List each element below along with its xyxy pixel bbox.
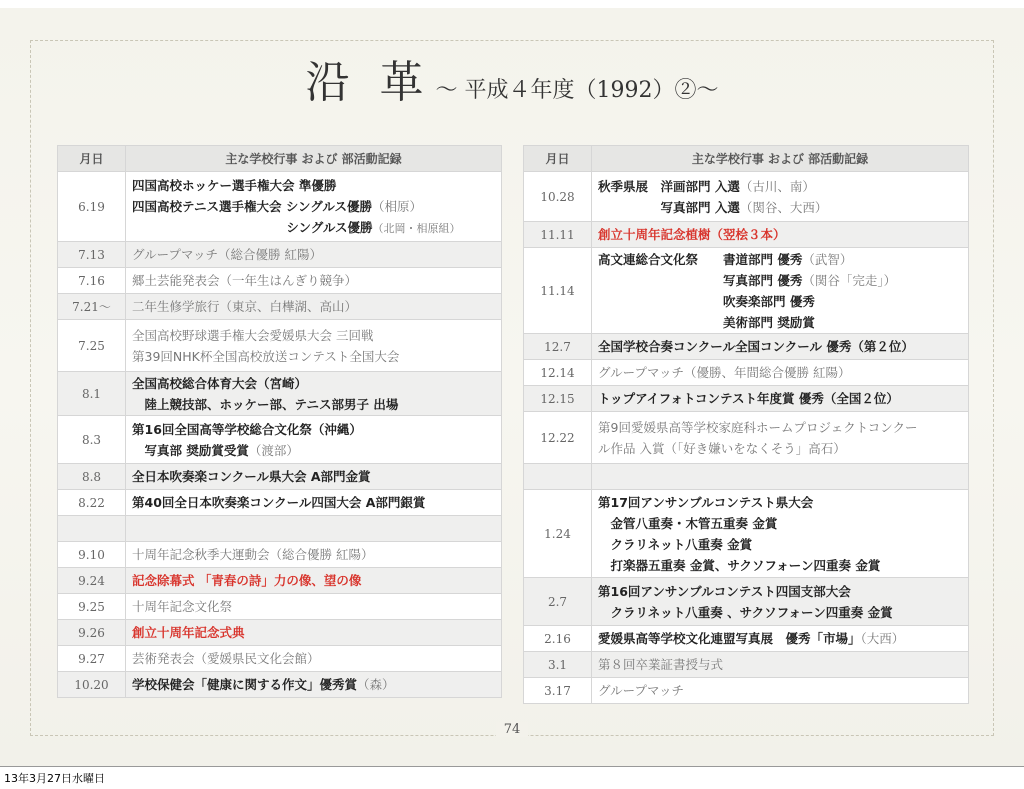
- left-table-body: [58, 172, 502, 698]
- table-row: [58, 372, 502, 416]
- page-title: [0, 46, 1024, 110]
- table-row: [524, 464, 969, 490]
- event-text: 創立十周年記念式典: [132, 625, 245, 640]
- event-line: [132, 596, 495, 617]
- event-text: 美術部門 奨励賞: [598, 314, 815, 330]
- row-date: 12.22: [524, 412, 592, 464]
- event-text: 写真部門 入選: [598, 199, 740, 215]
- event-text: 二年生修学旅行（東京、白樺湖、高山）: [132, 299, 358, 314]
- row-date: 12.15: [524, 386, 592, 412]
- event-line: [132, 419, 495, 440]
- row-events: [126, 672, 502, 698]
- event-line: [132, 466, 495, 487]
- event-line: [598, 492, 962, 513]
- table-row: [58, 620, 502, 646]
- row-date: 11.11: [524, 222, 592, 248]
- event-line: [598, 336, 962, 357]
- table-row: [524, 490, 969, 578]
- event-line: [132, 325, 495, 346]
- table-row: [524, 626, 969, 652]
- table-row: [524, 172, 969, 222]
- event-text: 金管八重奏・木管五重奏 金賞: [598, 515, 778, 531]
- page-number: [0, 722, 1024, 737]
- row-events: [126, 646, 502, 672]
- event-text: 写真部門 優秀: [598, 272, 803, 288]
- event-text: 第16回アンサンブルコンテスト四国支部大会: [598, 583, 851, 599]
- event-line: [132, 175, 495, 196]
- event-text: （渡部）: [248, 442, 299, 458]
- event-line: [598, 388, 962, 409]
- event-line: [598, 176, 962, 197]
- row-date: 6.19: [58, 172, 126, 242]
- table-row: [58, 172, 502, 242]
- table-row: [58, 294, 502, 320]
- row-date: 12.7: [524, 334, 592, 360]
- event-text: 全国学校合奏コンクール全国コンクール 優秀（第２位）: [598, 339, 914, 354]
- table-row: [524, 360, 969, 386]
- event-text: 第８回卒業証書授与式: [598, 657, 724, 672]
- event-text: （関谷「完走」）: [802, 272, 897, 288]
- row-events: [592, 652, 969, 678]
- row-date: 10.20: [58, 672, 126, 698]
- event-line: [598, 555, 962, 576]
- event-text: 四国高校テニス選手権大会 シングルス優勝: [132, 198, 373, 214]
- table-row: [58, 320, 502, 372]
- event-text: 愛媛県高等学校文化連盟写真展 優秀「市場」: [598, 631, 861, 646]
- right-events-header: 主な学校行事 および 部活動記録: [592, 146, 969, 172]
- row-events: [126, 268, 502, 294]
- event-text: 第39回NHK杯全国高校放送コンテスト全国大会: [132, 348, 400, 364]
- event-text: 芸術発表会（愛媛県民文化会館）: [132, 651, 320, 666]
- row-events: [126, 416, 502, 464]
- table-row: [58, 416, 502, 464]
- event-line: [598, 513, 962, 534]
- event-line: [598, 312, 962, 333]
- event-text: 十周年記念文化祭: [132, 599, 233, 614]
- event-text: 全国高校野球選手権大会愛媛県大会 三回戦: [132, 327, 374, 343]
- event-line: [132, 440, 495, 461]
- event-text: 第16回全国高等学校総合文化祭（沖縄）: [132, 421, 362, 437]
- row-events: [126, 542, 502, 568]
- row-events: [592, 678, 969, 704]
- row-events: [592, 360, 969, 386]
- event-line: [132, 544, 495, 565]
- row-events: [126, 320, 502, 372]
- row-events: [126, 294, 502, 320]
- page-number-text: 74: [496, 722, 529, 737]
- row-date: 8.22: [58, 490, 126, 516]
- row-events: [126, 172, 502, 242]
- table-row: [524, 652, 969, 678]
- row-events: [126, 620, 502, 646]
- event-line: [598, 417, 962, 438]
- table-row: [524, 334, 969, 360]
- event-line: [132, 244, 495, 265]
- row-date: 9.10: [58, 542, 126, 568]
- row-events: [592, 626, 969, 652]
- event-line: [132, 196, 495, 217]
- table-row: [58, 268, 502, 294]
- event-line: [132, 217, 495, 239]
- left-history-table: [57, 145, 502, 698]
- row-events: [592, 334, 969, 360]
- table-row: [524, 248, 969, 334]
- table-row: [58, 242, 502, 268]
- event-line: [132, 492, 495, 513]
- row-events: [592, 464, 969, 490]
- row-date: 3.17: [524, 678, 592, 704]
- row-date: 12.14: [524, 360, 592, 386]
- event-line: [598, 534, 962, 555]
- table-row: [58, 490, 502, 516]
- table-row: [58, 568, 502, 594]
- row-events: [592, 172, 969, 222]
- event-line: [598, 680, 962, 701]
- event-text: グループマッチ（優勝、年間総合優勝 紅陽）: [598, 365, 851, 380]
- table-row: [58, 646, 502, 672]
- row-date: 11.14: [524, 248, 592, 334]
- table-row: [524, 412, 969, 464]
- table-row: [58, 542, 502, 568]
- row-events: [126, 464, 502, 490]
- event-text: 第40回全日本吹奏楽コンクール四国大会 A部門銀賞: [132, 495, 426, 510]
- row-date: 1.24: [524, 490, 592, 578]
- left-header-row: [58, 146, 502, 172]
- event-text: （北岡・相原組）: [372, 221, 461, 235]
- event-text: 四国高校ホッケー選手権大会 準優勝: [132, 177, 337, 193]
- row-events: [592, 490, 969, 578]
- footer-bar: [0, 766, 1024, 789]
- event-line: [132, 394, 495, 415]
- event-line: [132, 270, 495, 291]
- right-header-row: [524, 146, 969, 172]
- row-date: 8.1: [58, 372, 126, 416]
- table-row: [58, 516, 502, 542]
- event-text: 第9回愛媛県高等学校家庭科ホームプロジェクトコンクー: [598, 419, 918, 435]
- row-date: 2.7: [524, 578, 592, 626]
- table-row: [58, 672, 502, 698]
- event-line: [598, 362, 962, 383]
- row-date: 2.16: [524, 626, 592, 652]
- event-text: （相原）: [372, 198, 423, 214]
- event-text: 打楽器五重奏 金賞、サクソフォーン四重奏 金賞: [598, 557, 881, 573]
- event-line: [598, 654, 962, 675]
- event-text: グループマッチ（総合優勝 紅陽）: [132, 247, 322, 262]
- event-line: [598, 224, 962, 245]
- event-text: （森）: [357, 677, 395, 692]
- event-line: [132, 674, 495, 695]
- row-events: [126, 568, 502, 594]
- event-line: [598, 581, 962, 602]
- row-date: [524, 464, 592, 490]
- event-line: [598, 270, 962, 291]
- row-date: 9.26: [58, 620, 126, 646]
- event-text: 陸上競技部、ホッケー部、テニス部男子 出場: [132, 396, 399, 412]
- table-row: [524, 222, 969, 248]
- event-line: [598, 602, 962, 623]
- row-events: [592, 248, 969, 334]
- table-row: [524, 678, 969, 704]
- event-line: [598, 197, 962, 218]
- row-date: 7.13: [58, 242, 126, 268]
- table-row: [58, 464, 502, 490]
- event-line: [598, 249, 962, 270]
- row-date: 9.25: [58, 594, 126, 620]
- event-text: 郷土芸能発表会（一年生はんぎり競争）: [132, 273, 358, 288]
- row-date: 9.27: [58, 646, 126, 672]
- event-text: 全日本吹奏楽コンクール県大会 A部門金賞: [132, 469, 371, 484]
- row-events: [592, 222, 969, 248]
- event-text: クラリネット八重奏 金賞: [598, 536, 753, 552]
- left-date-header: 月日: [58, 146, 126, 172]
- event-text: 全国高校総合体育大会（宮崎）: [132, 375, 308, 391]
- row-events: [126, 490, 502, 516]
- event-text: 第17回アンサンブルコンテスト県大会: [598, 494, 814, 510]
- row-events: [592, 386, 969, 412]
- event-line: [132, 346, 495, 367]
- row-date: 7.21〜: [58, 294, 126, 320]
- event-line: [132, 570, 495, 591]
- row-events: [592, 578, 969, 626]
- row-date: 7.16: [58, 268, 126, 294]
- event-text: クラリネット八重奏 、サクソフォーン四重奏 金賞: [598, 604, 893, 620]
- row-date: 3.1: [524, 652, 592, 678]
- event-text: 記念除幕式 「青春の詩」力の像、望の像: [132, 573, 362, 588]
- event-line: [132, 373, 495, 394]
- row-date: 9.24: [58, 568, 126, 594]
- event-text: 高文連総合文化祭 書道部門 優秀: [598, 251, 803, 267]
- event-line: [598, 628, 962, 649]
- event-text: 学校保健会「健康に関する作文」優秀賞: [132, 677, 358, 692]
- left-events-header: 主な学校行事 および 部活動記録: [126, 146, 502, 172]
- event-line: [132, 648, 495, 669]
- row-events: [126, 372, 502, 416]
- event-line: [598, 291, 962, 312]
- event-text: グループマッチ: [598, 683, 685, 698]
- row-events: [126, 594, 502, 620]
- right-date-header: 月日: [524, 146, 592, 172]
- event-text: （大西）: [860, 631, 905, 646]
- event-text: （古川、南）: [739, 178, 815, 194]
- event-text: 秋季県展 洋画部門 入選: [598, 178, 740, 194]
- title-main: 沿 革: [305, 57, 432, 108]
- row-events: [126, 242, 502, 268]
- row-date: 8.3: [58, 416, 126, 464]
- row-date: 8.8: [58, 464, 126, 490]
- footer-date: 13年3月27日水曜日: [4, 772, 105, 785]
- right-history-table: [523, 145, 969, 704]
- row-events: [126, 516, 502, 542]
- event-line: [598, 438, 962, 459]
- title-sub: 〜 平成４年度（1992）②〜: [435, 78, 719, 103]
- event-text: 吹奏楽部門 優秀: [598, 293, 815, 309]
- table-row: [524, 578, 969, 626]
- row-date: 7.25: [58, 320, 126, 372]
- event-line: [132, 296, 495, 317]
- table-row: [524, 386, 969, 412]
- event-text: シングルス優勝: [132, 219, 373, 235]
- event-text: 写真部 奨励賞受賞: [132, 442, 249, 458]
- event-text: （武智）: [802, 251, 853, 267]
- row-date: 10.28: [524, 172, 592, 222]
- row-date: [58, 516, 126, 542]
- event-text: （関谷、大西）: [739, 199, 828, 215]
- event-text: 創立十周年記念植樹（翌桧３本）: [598, 227, 786, 242]
- event-text: ル作品 入賞（「好き嫌いをなくそう」高石）: [598, 440, 846, 456]
- row-events: [592, 412, 969, 464]
- event-text: 十周年記念秋季大運動会（総合優勝 紅陽）: [132, 547, 374, 562]
- table-row: [58, 594, 502, 620]
- event-text: トップアイフォトコンテスト年度賞 優秀（全国２位）: [598, 391, 899, 406]
- right-table-body: [524, 172, 969, 704]
- event-line: [132, 622, 495, 643]
